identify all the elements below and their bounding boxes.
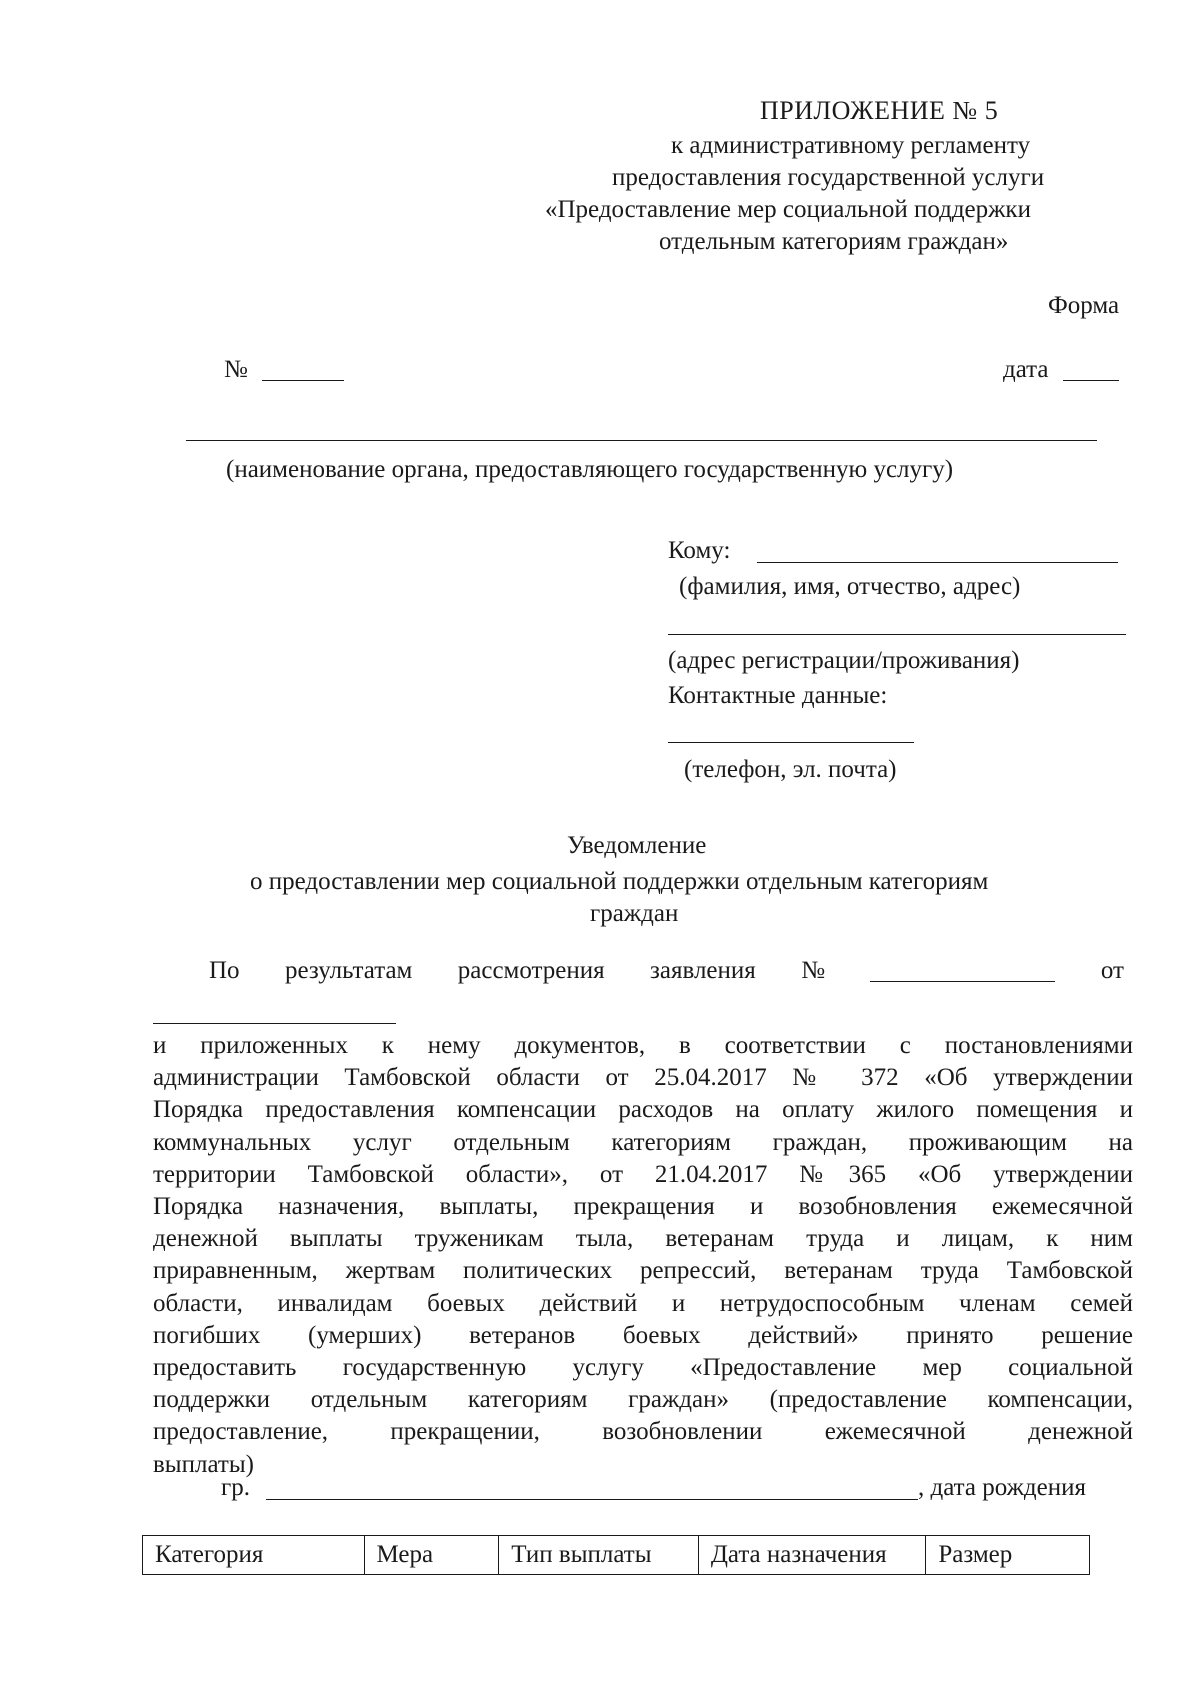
- word-from: от: [1100, 957, 1124, 984]
- application-date-field[interactable]: [153, 1023, 396, 1024]
- decision-paragraph: [153, 1030, 1133, 1481]
- date-label: дата: [1003, 356, 1049, 383]
- col-header-assignment-date: Дата назначения: [699, 1536, 927, 1574]
- word-number: №: [801, 957, 826, 984]
- header-line-2: предоставления государственной услуги: [612, 164, 1045, 191]
- col-header-category: Категория: [143, 1536, 365, 1574]
- col-header-payment-type: Тип выплаты: [499, 1536, 699, 1574]
- date-field[interactable]: [1063, 380, 1119, 381]
- word-review: рассмотрения: [457, 957, 605, 984]
- appendix-title: ПРИЛОЖЕНИЕ № 5: [760, 96, 999, 125]
- contacts-label: Контактные данные:: [668, 682, 888, 709]
- body-line: области, инвалидам боевых действий и нетрудоспособным членам семей: [153, 1289, 1133, 1317]
- birth-date-label: , дата рождения: [918, 1474, 1086, 1501]
- organ-caption: (наименование органа, предоставляющего государственную услугу): [226, 456, 954, 483]
- notice-subtitle-2: граждан: [590, 900, 679, 927]
- number-field[interactable]: [262, 380, 344, 381]
- body-line: денежной выплаты труженикам тыла, ветеранам труда и лицам, к ним: [153, 1225, 1133, 1253]
- address-caption: (адрес регистрации/проживания): [668, 647, 1020, 674]
- form-label: Форма: [1048, 292, 1120, 319]
- body-line: поддержки отдельным категориям граждан» (предоставление компенсации,: [153, 1386, 1133, 1414]
- notice-title: Уведомление: [567, 832, 707, 859]
- header-line-4: отдельным категориям граждан»: [659, 228, 1009, 255]
- body-line: погибших (умерших) ветеранов боевых действий» принято решение: [153, 1321, 1133, 1349]
- body-line: предоставление, прекращении, возобновлении ежемесячной денежной: [153, 1418, 1133, 1446]
- col-header-amount: Размер: [938, 1541, 1013, 1568]
- body-line: предоставить государственную услугу «Предоставление мер социальной: [153, 1354, 1133, 1382]
- organ-name-field[interactable]: [186, 440, 1097, 441]
- notice-subtitle-1: о предоставлении мер социальной поддержки отдельным категориям: [250, 868, 989, 895]
- header-line-1: к административному регламенту: [671, 132, 1031, 159]
- to-label: Кому:: [668, 537, 731, 564]
- word-application: заявления: [650, 957, 756, 984]
- recipient-fio-field[interactable]: [757, 562, 1118, 563]
- fio-caption: (фамилия, имя, отчество, адрес): [679, 573, 1021, 600]
- body-line: приравненным, жертвам политических репрессий, ветеранам труда Тамбовской: [153, 1257, 1133, 1285]
- body-line: коммунальных услуг отдельным категориям граждан, проживающим на: [153, 1128, 1133, 1156]
- recipient-address-field[interactable]: [668, 634, 1126, 635]
- body-line: территории Тамбовской области», от 21.04.2017 №365 «Об утверждении: [153, 1160, 1133, 1188]
- application-line: [209, 955, 1124, 987]
- word-results: результатам: [284, 957, 413, 984]
- contacts-caption: (телефон, эл. почта): [684, 756, 897, 783]
- measures-table-header: [142, 1535, 1090, 1575]
- citizen-prefix: гр.: [221, 1474, 251, 1501]
- body-line: и приложенных к нему документов, в соответствии с постановлениями: [153, 1032, 1133, 1059]
- citizen-name-field[interactable]: [266, 1499, 918, 1500]
- recipient-contacts-field[interactable]: [668, 742, 914, 743]
- number-label: №: [224, 356, 248, 383]
- body-line: администрации Тамбовской области от 25.04.2017 № 372 «Об утверждении: [153, 1064, 1133, 1092]
- body-line: выплаты): [153, 1450, 254, 1478]
- body-line: Порядка назначения, выплаты, прекращения и возобновления ежемесячной: [153, 1193, 1133, 1221]
- body-line: Порядка предоставления компенсации расходов на оплату жилого помещения и: [153, 1096, 1133, 1124]
- col-header-measure: Мера: [365, 1536, 500, 1574]
- application-number-field[interactable]: [870, 955, 1055, 982]
- header-line-3: «Предоставление мер социальной поддержки: [545, 196, 1031, 223]
- word-po: По: [209, 957, 240, 984]
